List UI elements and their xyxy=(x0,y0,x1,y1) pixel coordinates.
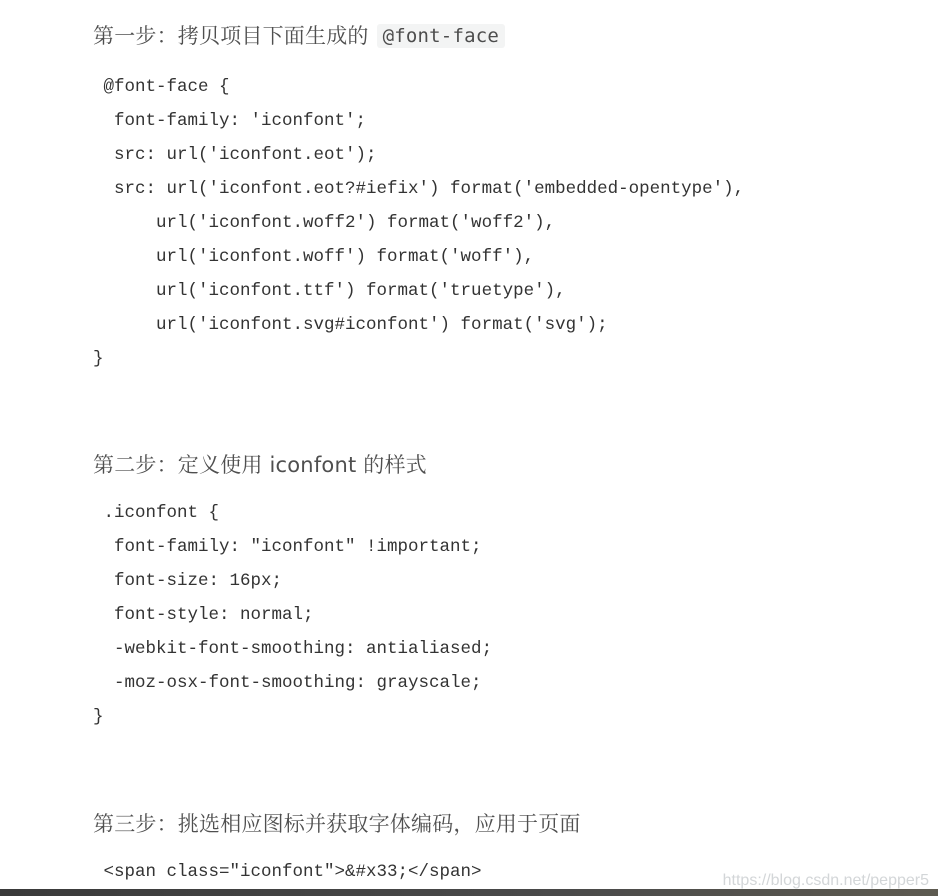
code-line: url('iconfont.svg#iconfont') format('svg'); xyxy=(93,315,608,335)
step-1-inline-code: @font-face xyxy=(377,24,505,48)
code-line: font-size: 16px; xyxy=(93,571,283,591)
step-3-code-block xyxy=(93,855,482,889)
code-line: url('iconfont.woff') format('woff'), xyxy=(93,247,535,267)
step-1-heading xyxy=(93,22,505,50)
step-1-code-block xyxy=(93,70,744,376)
step-2-heading-text: 第二步：定义使用 iconfont 的样式 xyxy=(93,453,427,477)
code-line: -webkit-font-smoothing: antialiased; xyxy=(93,639,493,659)
code-line: font-family: 'iconfont'; xyxy=(93,111,367,131)
code-line: font-family: "iconfont" !important; xyxy=(93,537,482,557)
code-line: -moz-osx-font-smoothing: grayscale; xyxy=(93,673,482,693)
step-1-heading-text: 第一步：拷贝项目下面生成的 xyxy=(93,24,369,48)
bottom-bar xyxy=(0,889,938,896)
code-line: font-style: normal; xyxy=(93,605,314,625)
code-line: src: url('iconfont.eot?#iefix') format('embedded-opentype'), xyxy=(93,179,745,199)
step-2-code-block xyxy=(93,496,492,734)
watermark: https://blog.csdn.net/pepper5 xyxy=(722,872,929,889)
step-2-heading xyxy=(93,451,427,479)
code-line: @font-face { xyxy=(93,77,230,97)
step-3-heading-text: 第三步：挑选相应图标并获取字体编码，应用于页面 xyxy=(93,812,581,836)
code-line: .iconfont { xyxy=(93,503,220,523)
code-line: } xyxy=(93,707,104,727)
code-line: src: url('iconfont.eot'); xyxy=(93,145,377,165)
code-line: } xyxy=(93,349,104,369)
code-line: url('iconfont.ttf') format('truetype'), xyxy=(93,281,566,301)
step-3-heading xyxy=(93,810,581,838)
code-line: url('iconfont.woff2') format('woff2'), xyxy=(93,213,556,233)
code-line: <span class="iconfont">&#x33;</span> xyxy=(93,862,482,882)
